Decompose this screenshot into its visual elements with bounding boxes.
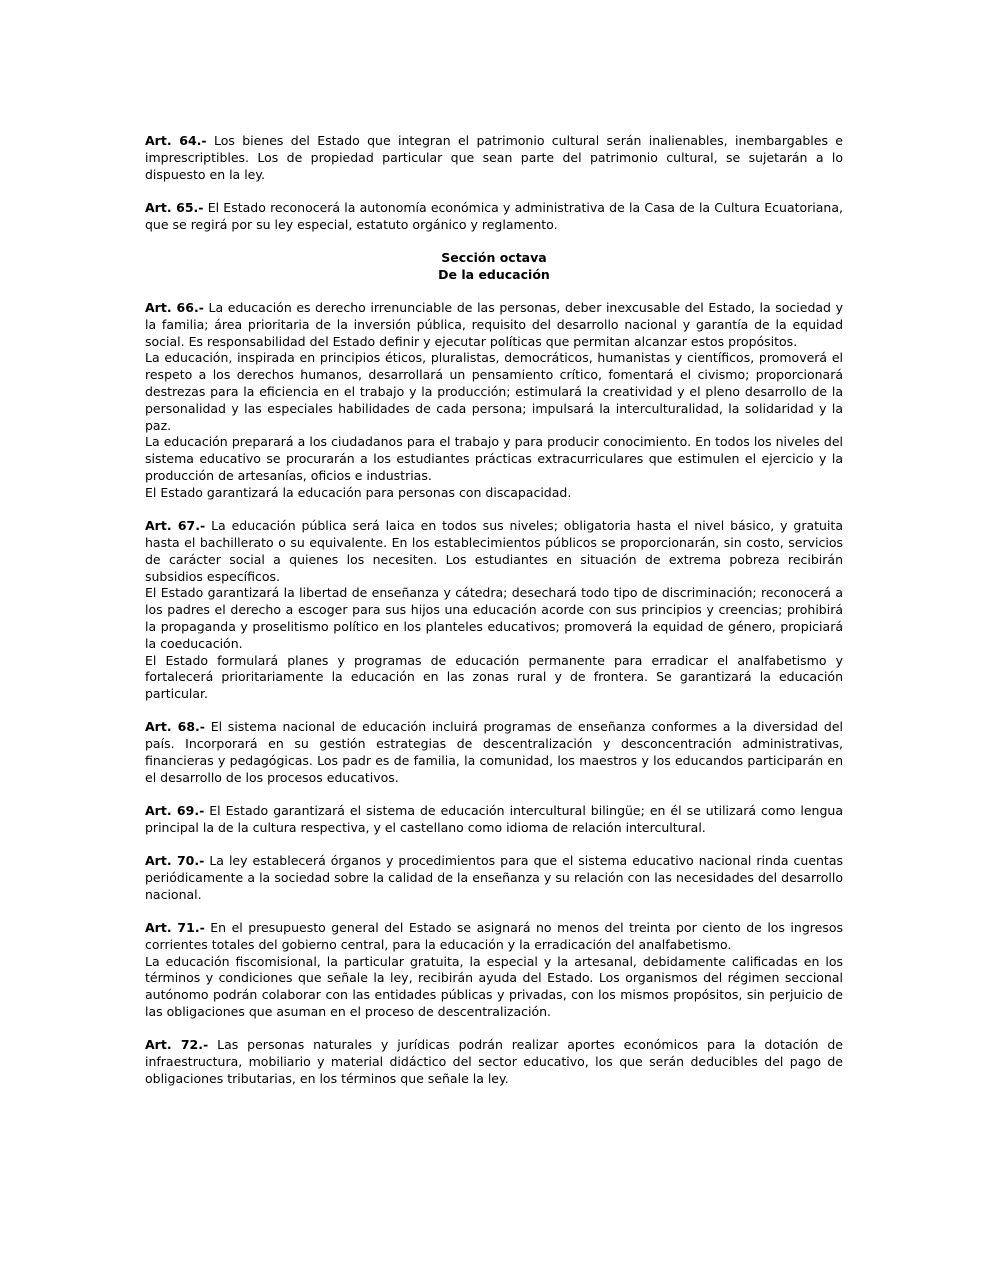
article-paragraph [145,485,843,502]
article-text: La educación es derecho irrenunciable de las personas, deber inexcusable del Estado, la sociedad y la familia; área prioritaria de la inversión pública, requisito del desarrollo nacional y garantía de la equidad social. Es responsabilidad del Estado definir y ejecutar políticas que permitan alcanzar estos propósitos. [145,300,844,349]
articles-before-section [145,133,843,233]
article-text: El Estado formulará planes y programas de educación permanente para erradicar el analfabetismo y fortalecerá prioritariamente la educación en las zonas rural y de frontera. Se garantizará la educación particular. [145,652,843,702]
article-paragraph [145,518,843,585]
article-block [145,518,843,703]
article-number: Art. 64.- [145,133,207,148]
article-number: Art. 66.- [145,300,204,316]
article-text: La educación pública será laica en todos sus niveles; obligatoria hasta el nivel básico, y gratuita hasta el bachillerato o su equivalente. En los establecimientos públicos se proporcionarán, sin costo, servicios de carácter social a quienes los necesiten. Los estudiantes en situación de extrema pobreza recibirán subsidios específicos. [145,518,843,584]
article-paragraph [145,803,843,837]
article-block [145,300,843,502]
article-text: Los bienes del Estado que integran el patrimonio cultural serán inalienables, inembargables e imprescriptibles. Los de propiedad particular que sean parte del patrimonio cultural, se sujetarán a lo dispuesto en la ley. [145,133,843,182]
article-number: Art. 69.- [145,803,205,819]
article-paragraph [145,434,843,484]
section-heading [145,250,843,284]
article-text: El Estado garantizará el sistema de educación intercultural bilingüe; en él se utilizará como lengua principal la de la cultura respectiva, y el castellano como idioma de relación intercultural. [145,803,843,835]
article-paragraph [145,133,843,183]
article-paragraph [145,719,843,786]
document-page [145,133,843,1104]
article-number: Art. 71.- [145,920,205,936]
article-paragraph [145,653,843,703]
article-text: El sistema nacional de educación incluirá programas de enseñanza conformes a la diversidad del país. Incorporará en su gestión estrategias de descentralización y desconcentración administrativas, financieras y pedagógicas. Los padr es de familia, la comunidad, los maestros y los educandos participarán en el desarrollo de los procesos educativos. [145,719,843,785]
section-subtitle: De la educación [438,266,550,282]
article-paragraph [145,954,843,1021]
article-text: La ley establecerá órganos y procedimientos para que el sistema educativo nacional rinda cuentas periódicamente a la sociedad sobre la calidad de la enseñanza y su relación con las necesidades del desarrollo nacional. [145,853,844,902]
article-paragraph [145,1037,843,1087]
article-paragraph [145,200,843,234]
article-number: Art. 68.- [145,719,205,735]
article-paragraph [145,853,843,903]
article-text: El Estado garantizará la educación para personas con discapacidad. [145,484,572,500]
article-number: Art. 70.- [145,853,205,869]
article-paragraph [145,920,843,954]
article-block [145,920,843,1021]
article-text: El Estado reconocerá la autonomía económica y administrativa de la Casa de la Cultura Ecuatoriana, que se regirá por su ley especial, estatuto orgánico y reglamento. [145,199,843,232]
article-block [145,853,843,903]
articles-after-section [145,300,843,1088]
article-block [145,133,843,183]
article-block [145,200,843,234]
article-text: La educación preparará a los ciudadanos para el trabajo y para producir conocimiento. En todos los niveles del sistema educativo se procurarán a los estudiantes prácticas extracurriculares que estimulen el ejercicio y la producción de artesanías, oficios e industrias. [145,434,843,484]
article-text: La educación fiscomisional, la particular gratuita, la especial y la artesanal, debidamente calificadas en los términos y condiciones que señale la ley, recibirán ayuda del Estado. Los organismos del régimen seccional autónomo podrán colaborar con las entidades públicas y privadas, con los mismos propósitos, sin perjuicio de las obligaciones que asuman en el proceso de descentralización. [145,953,843,1020]
article-block [145,803,843,837]
article-text: Las personas naturales y jurídicas podrán realizar aportes económicos para la dotación de infraestructura, mobiliario y material didáctico del sector educativo, los que serán deducibles del pago de obligaciones tributarias, en los términos que señale la ley. [145,1037,843,1086]
article-text: En el presupuesto general del Estado se asignará no menos del treinta por ciento de los ingresos corrientes totales del gobierno central, para la educación y la erradicación del analfabetismo. [145,920,843,952]
article-block [145,719,843,786]
article-text: El Estado garantizará la libertad de enseñanza y cátedra; desechará todo tipo de discriminación; reconocerá a los padres el derecho a escoger para sus hijos una educación acorde con sus principios y creencias; prohibirá la propaganda y proselitismo político en los planteles educativos; promoverá la equidad de género, propiciará la coeducación. [145,585,843,651]
article-paragraph [145,350,843,434]
article-paragraph [145,585,843,652]
article-number: Art. 72.- [145,1037,209,1053]
article-text: La educación, inspirada en principios éticos, pluralistas, democráticos, humanistas y científicos, promoverá el respeto a los derechos humanos, desarrollará un pensamiento crítico, fomentará el civismo; proporcionará destrezas para la eficiencia en el trabajo y la producción; estimulará la creatividad y el pleno desarrollo de la personalidad y las especiales habilidades de cada persona; impulsará la interculturalidad, la solidaridad y la paz. [145,350,843,433]
article-paragraph [145,300,843,350]
article-number: Art. 67.- [145,518,206,534]
article-number: Art. 65.- [145,199,204,215]
section-title: Sección octava [441,249,547,265]
article-block [145,1037,843,1087]
